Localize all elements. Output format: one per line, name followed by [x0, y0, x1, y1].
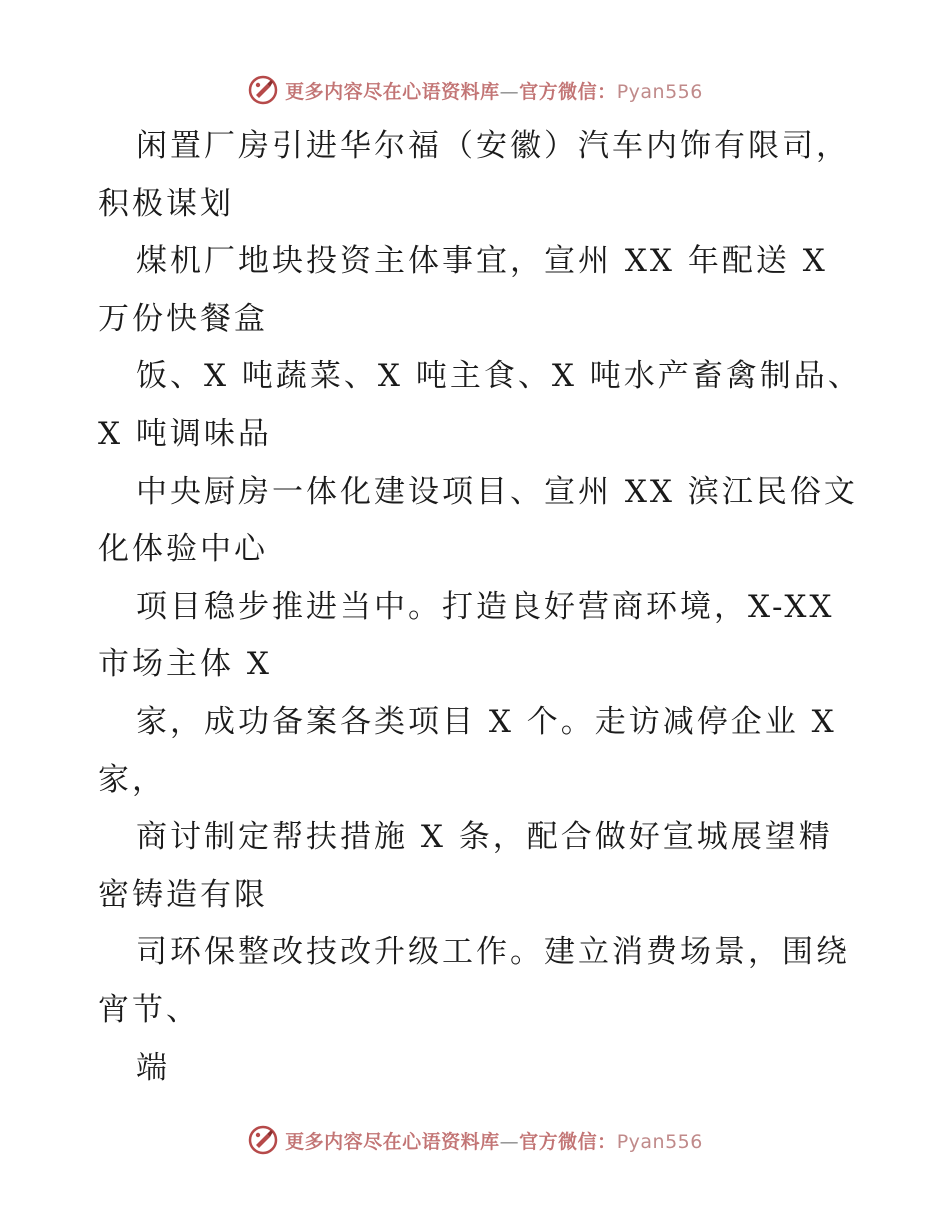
watermark-wechat-id: Pyan556	[616, 1130, 703, 1153]
watermark-separator: —	[499, 80, 520, 103]
footer-watermark	[0, 1120, 950, 1160]
text-line: 宵节、	[98, 991, 200, 1028]
text-line: 端	[136, 1049, 170, 1086]
text-line: 密铸造有限	[98, 876, 268, 913]
watermark-brand: 更多内容尽在心语资料库	[285, 80, 500, 103]
header-watermark	[0, 70, 950, 110]
watermark-wechat-label: 官方微信：	[519, 1130, 617, 1153]
brand-logo-icon	[247, 1124, 279, 1156]
text-line: 积极谋划	[98, 185, 234, 222]
text-line: 家，	[98, 761, 166, 798]
watermark-text	[285, 77, 703, 104]
text-line: 项目稳步推进当中。打造良好营商环境，X-XX	[136, 588, 835, 625]
watermark-brand: 更多内容尽在心语资料库	[285, 1130, 500, 1153]
text-line: 市场主体 X	[98, 646, 272, 683]
text-line: 饭、X 吨蔬菜、X 吨主食、X 吨水产畜禽制品、	[136, 358, 862, 395]
text-line: 煤机厂地块投资主体事宜，宣州 XX 年配送 X	[136, 243, 828, 280]
text-line: 万份快餐盒	[98, 300, 268, 337]
document-body	[98, 118, 868, 1097]
brand-logo-icon	[247, 74, 279, 106]
text-line: 闲置厂房引进华尔福（安徽）汽车内饰有限司，	[136, 128, 850, 164]
watermark-wechat-label: 官方微信：	[519, 80, 617, 103]
watermark-text	[285, 1127, 703, 1154]
text-line: 中央厨房一体化建设项目、宣州 XX 滨江民俗文	[136, 473, 858, 510]
watermark-separator: —	[499, 1130, 520, 1153]
watermark-wechat-id: Pyan556	[616, 80, 703, 103]
text-line: 司环保整改技改升级工作。建立消费场景，围绕	[136, 934, 850, 971]
text-line: X 吨调味品	[98, 415, 272, 452]
text-line: 化体验中心	[98, 531, 268, 568]
text-line: 家，成功备案各类项目 X 个。走访减停企业 X	[136, 703, 837, 740]
text-line: 商讨制定帮扶措施 X 条，配合做好宣城展望精	[136, 819, 833, 856]
